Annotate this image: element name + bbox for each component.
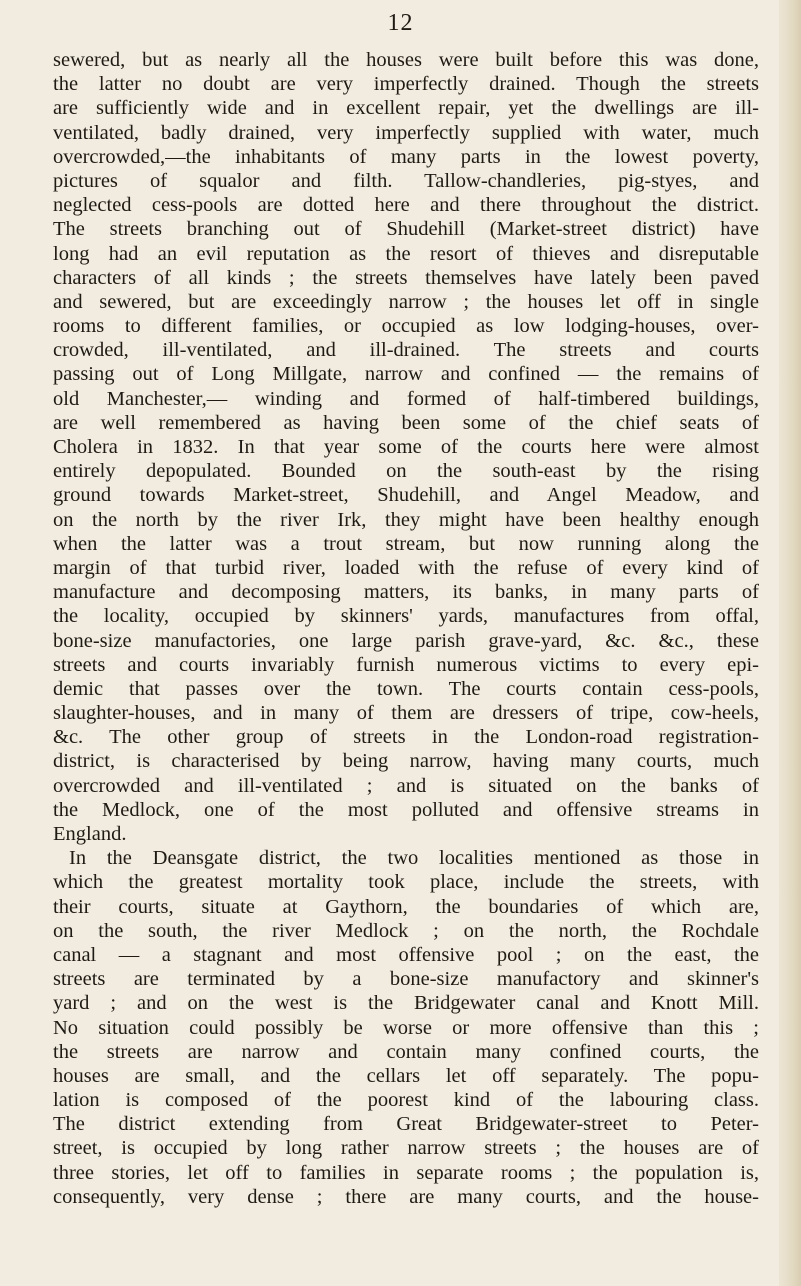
text-line: old Manchester,— winding and formed of half-timbered buildings, [53,387,759,410]
body-text [53,48,759,1209]
text-line: pictures of squalor and filth. Tallow-chandleries, pig-styes, and [53,169,759,192]
text-line: three stories, let off to families in separate rooms ; the population is, [53,1161,759,1184]
text-line: characters of all kinds ; the streets themselves have lately been paved [53,266,759,289]
text-line: street, is occupied by long rather narrow streets ; the houses are of [53,1137,759,1160]
text-line: on the north by the river Irk, they might have been healthy enough [53,508,759,531]
text-line: manufacture and decomposing matters, its banks, in many parts of [53,581,759,604]
text-line: ground towards Market-street, Shudehill, and Angel Meadow, and [53,484,759,507]
text-line: are sufficiently wide and in excellent repair, yet the dwellings are ill- [53,97,759,120]
text-line: No situation could possibly be worse or more offensive than this ; [53,1016,759,1039]
text-line: canal — a stagnant and most offensive pool ; on the east, the [53,943,759,966]
text-line: streets are terminated by a bone-size manufactory and skinner's [53,968,759,991]
text-line: margin of that turbid river, loaded with the refuse of every kind of [53,556,759,579]
text-line: The district extending from Great Bridgewater-street to Peter- [53,1113,759,1136]
text-line: bone-size manufactories, one large parish grave-yard, &c. &c., these [53,629,759,652]
text-line: are well remembered as having been some of the chief seats of [53,411,759,434]
text-line: passing out of Long Millgate, narrow and confined — the remains of [53,363,759,386]
text-line: consequently, very dense ; there are many courts, and the house- [53,1185,759,1208]
text-line: district, is characterised by being narrow, having many courts, much [53,750,759,773]
text-line: long had an evil reputation as the resort of thieves and disreputable [53,242,759,265]
text-line: The streets branching out of Shudehill (Market-street district) have [53,218,759,241]
text-line: &c. The other group of streets in the London-road registration- [53,726,759,749]
text-line: overcrowded,—the inhabitants of many parts in the lowest poverty, [53,145,759,168]
text-line: crowded, ill-ventilated, and ill-drained. The streets and courts [53,339,759,362]
text-line: the streets are narrow and contain many confined courts, the [53,1040,759,1063]
text-line: sewered, but as nearly all the houses were built before this was done, [53,49,759,71]
text-line: slaughter-houses, and in many of them are dressers of tripe, cow-heels, [53,702,759,725]
text-line: ventilated, badly drained, very imperfectly supplied with water, much [53,121,759,144]
text-line: when the latter was a trout stream, but now running along the [53,532,759,555]
text-line: entirely depopulated. Bounded on the south-east by the rising [53,460,759,483]
text-line: the locality, occupied by skinners' yards, manufactures from offal, [53,605,759,628]
text-line: streets and courts invariably furnish numerous victims to every epi- [53,653,759,676]
text-line: the Medlock, one of the most polluted and offensive streams in [53,798,759,821]
text-line: houses are small, and the cellars let off separately. The popu- [53,1064,759,1087]
text-line: and sewered, but are exceedingly narrow ; the houses let off in single [53,290,759,313]
text-line: their courts, situate at Gaythorn, the boundaries of which are, [53,895,759,918]
text-line: demic that passes over the town. The courts contain cess-pools, [53,677,759,700]
text-line: neglected cess-pools are dotted here and there throughout the district. [53,194,759,217]
page-number: 12 [387,10,414,36]
text-line: rooms to different families, or occupied as low lodging-houses, over- [53,315,759,338]
text-line: overcrowded and ill-ventilated ; and is situated on the banks of [53,774,759,797]
text-line: lation is composed of the poorest kind of the labouring class. [53,1089,759,1112]
paragraph-end-line: England. [53,823,127,845]
paragraph-start-line: In the Deansgate district, the two localities mentioned as those in [69,847,759,870]
page-edge-shadow [779,0,801,1286]
text-line: on the south, the river Medlock ; on the north, the Rochdale [53,919,759,942]
text-line: which the greatest mortality took place, include the streets, with [53,871,759,894]
text-line: the latter no doubt are very imperfectly drained. Though the streets [53,73,759,96]
text-line: yard ; and on the west is the Bridgewater canal and Knott Mill. [53,992,759,1015]
text-line: Cholera in 1832. In that year some of the courts here were almost [53,436,759,458]
